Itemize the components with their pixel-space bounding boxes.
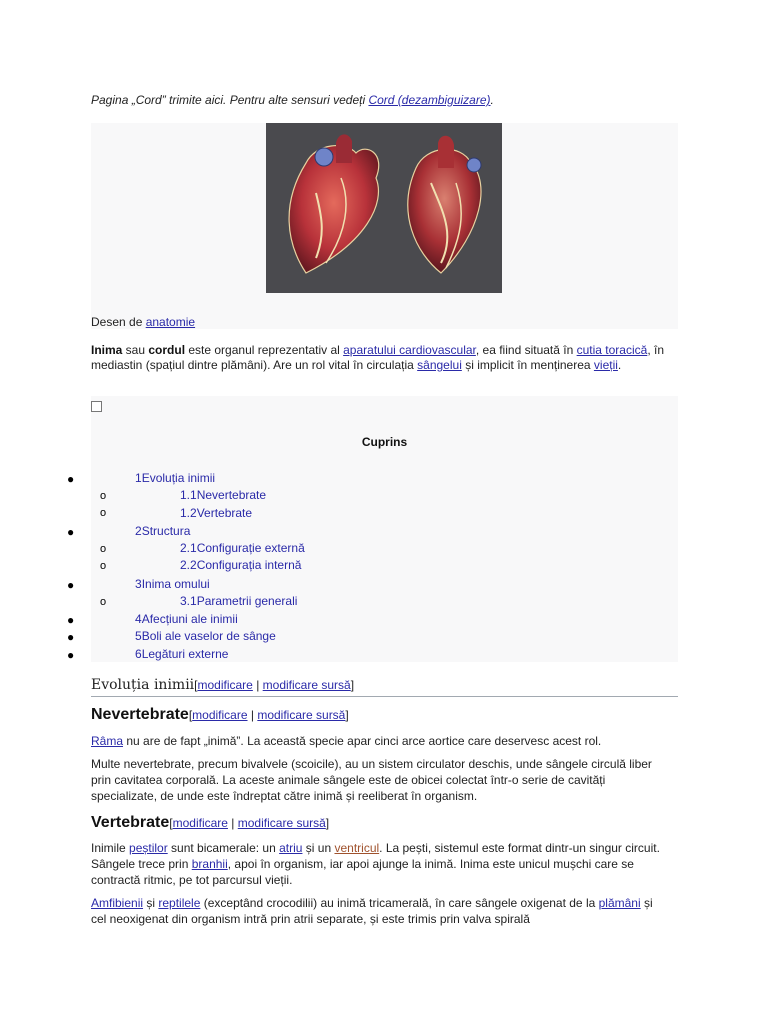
- toc-item-1-2[interactable]: 1.2Vertebrate: [180, 506, 253, 520]
- bullet-icon: ●: [67, 525, 75, 539]
- bullet-icon: ●: [67, 578, 75, 592]
- hatnote: [91, 93, 494, 107]
- paragraph-text: Multe nevertebrate, precum bivalvele (scoicile), au un sistem circulator deschis, unde sângele circulă liber prin cavitatea corporală. La aceste animale sângele este de obicei colectat într-o serie de cavități specializate, de unde este îndreptat către inimă și reeliberat în organism.: [91, 757, 652, 803]
- intro-text: este organul reprezentativ al: [185, 343, 344, 357]
- toc-title: Cuprins: [361, 435, 408, 449]
- link-branhii[interactable]: branhii: [191, 857, 228, 871]
- intro-text: sau: [122, 343, 149, 357]
- edit-links: [modificare | modificare sursă]: [194, 678, 355, 692]
- edit-link[interactable]: modificare: [172, 816, 228, 830]
- edit-links: [modificare | modificare sursă]: [169, 816, 330, 830]
- intro-text: , ea fiind situată în: [475, 343, 577, 357]
- link-cutia-toracica[interactable]: cutia toracică: [576, 343, 648, 357]
- edit-source-link[interactable]: modificare sursă: [262, 678, 351, 692]
- caption-text: Desen de: [91, 315, 146, 329]
- anatomy-link[interactable]: anatomie: [145, 315, 196, 329]
- subsection-heading-vertebrate: [91, 814, 329, 832]
- circle-bullet-icon: o: [100, 490, 107, 502]
- edit-source-link[interactable]: modificare sursă: [257, 708, 346, 722]
- paragraph: [91, 756, 671, 804]
- link-pestilor[interactable]: peștilor: [129, 841, 168, 855]
- intro-text: .: [617, 358, 622, 372]
- toc-item-1[interactable]: 1Evoluția inimii: [135, 471, 216, 485]
- intro-paragraph: [91, 343, 671, 373]
- circle-bullet-icon: o: [100, 543, 107, 555]
- subsection-heading-nevertebrate: [91, 706, 349, 724]
- bullet-icon: ●: [67, 472, 75, 486]
- toc-item-4[interactable]: 4Afecțiuni ale inimii: [135, 612, 238, 626]
- toc-item-5[interactable]: 5Boli ale vaselor de sânge: [135, 629, 276, 643]
- toc-item-2[interactable]: 2Structura: [135, 524, 191, 538]
- disambiguation-link[interactable]: Cord (dezambiguizare): [368, 93, 491, 107]
- bullet-icon: ●: [67, 648, 75, 662]
- heart-illustration: [266, 123, 502, 293]
- link-atriu[interactable]: atriu: [279, 841, 303, 855]
- circle-bullet-icon: o: [100, 560, 107, 572]
- link-vietii[interactable]: vieții: [593, 358, 618, 372]
- paragraph: Inimile peștilor sunt bicamerale: un atriu și un ventricul. La pești, sistemul este format dintr-un singur circuit. Sângele trece prin branhii, apoi în organism, iar apoi ajunge la inimă. Inima este unicul mușchi care se contractă ritmic, pe tot parcursul vieții.: [91, 841, 660, 887]
- heart-anatomy-image[interactable]: [266, 123, 502, 293]
- toc-item-2-2[interactable]: 2.2Configurația internă: [180, 558, 302, 572]
- edit-links: [modificare | modificare sursă]: [188, 708, 349, 722]
- heading-divider: [91, 696, 678, 697]
- toc-item-6[interactable]: 6Legături externe: [135, 647, 229, 661]
- link-reptilele[interactable]: reptilele: [158, 896, 201, 910]
- link-amfibienii[interactable]: Amfibienii: [91, 896, 144, 910]
- intro-text: și implicit în menținerea: [461, 358, 594, 372]
- link-plamani[interactable]: plămâni: [598, 896, 641, 910]
- paragraph-text: nu are de fapt „inimă”. La această specie apar cinci arce aortice care deservesc acest rol.: [123, 734, 602, 748]
- toc-item-3-1[interactable]: 3.1Parametrii generali: [180, 594, 298, 608]
- toc-item-1-1[interactable]: 1.1Nevertebrate: [180, 488, 267, 502]
- edit-link[interactable]: modificare: [192, 708, 248, 722]
- term-cordul: cordul: [148, 343, 186, 357]
- toc-item-2-1[interactable]: 2.1Configurație externă: [180, 541, 305, 555]
- edit-link[interactable]: modificare: [197, 678, 253, 692]
- circle-bullet-icon: o: [100, 596, 107, 608]
- toc-toggle-checkbox[interactable]: [91, 401, 102, 412]
- link-ventricul[interactable]: ventricul: [334, 841, 380, 855]
- bullet-icon: ●: [67, 613, 75, 627]
- circle-bullet-icon: o: [100, 507, 107, 519]
- link-cardiovascular[interactable]: aparatului cardiovascular: [343, 343, 476, 357]
- term-inima: Inima: [91, 343, 123, 357]
- hatnote-text: Pagina „Cord” trimite aici. Pentru alte sensuri vedeți: [91, 93, 369, 107]
- paragraph: [91, 733, 671, 749]
- intro-text: , în mediastin (spațiul dintre plămâni). Are un rol vital în circulația: [91, 343, 664, 372]
- paragraph: Amfibienii și reptilele (exceptând crocodilii) au inimă tricamerală, în care sângele oxigenat de la plămâni și cel neoxigenat din organism intră prin atrii separate, și este trimis prin valva spirală: [91, 896, 653, 926]
- subsection-title: Nevertebrate: [91, 706, 189, 723]
- hatnote-end: .: [490, 93, 494, 107]
- figure-box: [91, 123, 678, 329]
- subsection-title: Vertebrate: [91, 814, 170, 831]
- edit-source-link[interactable]: modificare sursă: [237, 816, 326, 830]
- figure-caption: [91, 315, 195, 329]
- section-title: Evoluția inimii: [91, 677, 195, 693]
- section-heading-evolutia: [91, 677, 354, 693]
- link-rama[interactable]: Râma: [91, 734, 124, 748]
- bullet-icon: ●: [67, 630, 75, 644]
- toc-item-3[interactable]: 3Inima omului: [135, 577, 210, 591]
- link-sangelui[interactable]: sângelui: [417, 358, 462, 372]
